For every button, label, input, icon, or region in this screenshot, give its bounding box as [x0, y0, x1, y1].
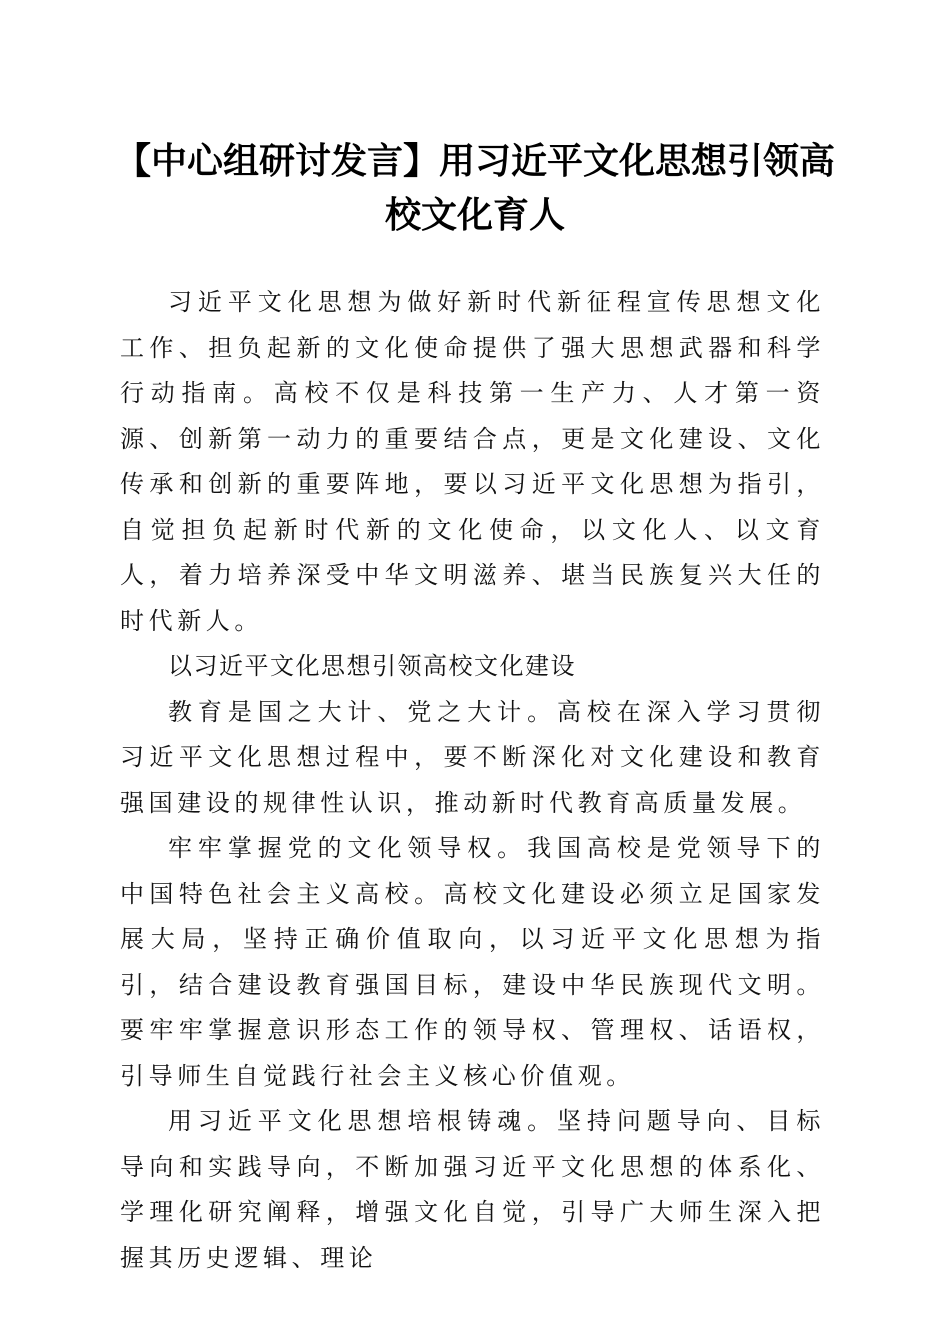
paragraph-intro: 习近平文化思想为做好新时代新征程宣传思想文化工作、担负起新的文化使命提供了强大思想武器和科学行动指南。高校不仅是科技第一生产力、人才第一资源、创新第一动力的重要结合点，更是文化建设、文化传承和创新的重要阵地，要以习近平文化思想为指引，自觉担负起新时代新的文化使命，以文化人、以文育人，着力培养深受中华文明滋养、堪当民族复兴大任的时代新人。 [120, 288, 825, 635]
document-title: 【中心组研讨发言】用习近平文化思想引领高校文化育人 [114, 141, 835, 236]
paragraph-soul: 用习近平文化思想培根铸魂。坚持问题导向、目标导向和实践导向，不断加强习近平文化思想的体系化、学理化研究阐释，增强文化自觉，引导广大师生深入把握其历史逻辑、理论 [120, 1107, 825, 1272]
section-heading: 以习近平文化思想引领高校文化建设 [168, 652, 576, 680]
document-body [120, 280, 825, 1281]
paragraph-leadership: 牢牢掌握党的文化领导权。我国高校是党领导下的中国特色社会主义高校。高校文化建设必须立足国家发展大局，坚持正确价值取向，以习近平文化思想为指引，结合建设教育强国目标，建设中华民族现代文明。要牢牢掌握意识形态工作的领导权、管理权、话语权，引导师生自觉践行社会主义核心价值观。 [120, 834, 825, 1090]
paragraph-education: 教育是国之大计、党之大计。高校在深入学习贯彻习近平文化思想过程中，要不断深化对文化建设和教育强国建设的规律性认识，推动新时代教育高质量发展。 [120, 697, 825, 817]
